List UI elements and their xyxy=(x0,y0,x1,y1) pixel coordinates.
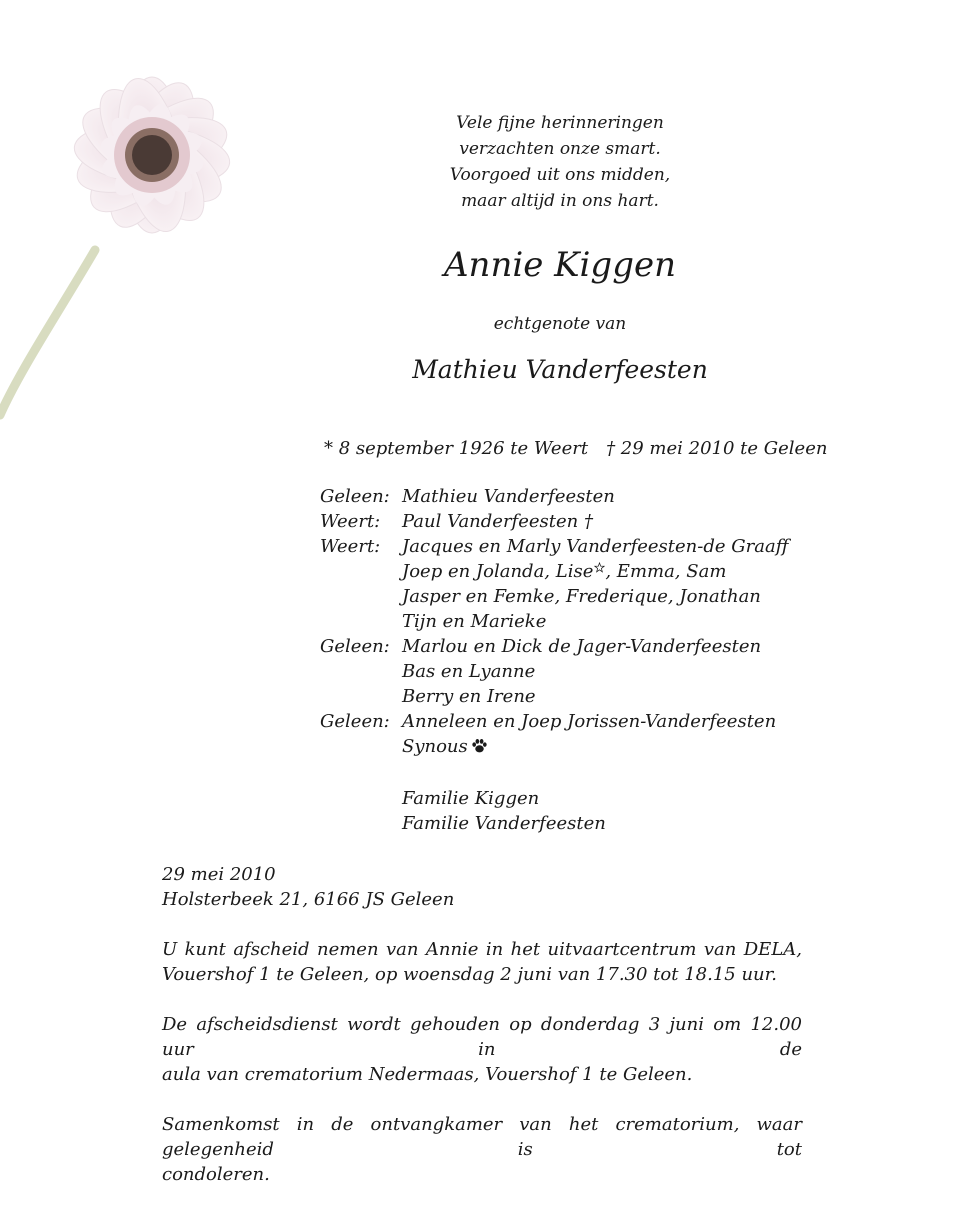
farewell-line: U kunt afscheid nemen van Annie in het uitvaartcentrum van DELA, xyxy=(162,939,802,960)
notice-date: 29 mei 2010 xyxy=(162,864,276,885)
poem xyxy=(400,110,720,214)
family-members xyxy=(402,559,800,584)
family-row xyxy=(320,634,800,659)
family-place: Geleen: xyxy=(320,711,390,732)
family-members-part: Synous xyxy=(402,736,468,757)
gathering-line: Samenkomst in de ontvangkamer van het crematorium, waar gelegenheid is tot xyxy=(162,1114,802,1160)
poem-line: Vele fijne herinneringen xyxy=(456,113,664,133)
family-members: Paul Vanderfeesten † xyxy=(402,511,593,532)
family-members: Bas en Lyanne xyxy=(402,661,536,682)
service-line: De afscheidsdienst wordt gehouden op donderdag 3 juni om 12.00 uur in de xyxy=(162,1014,802,1060)
service-line: aula van crematorium Nedermaas, Vouershof 1 te Geleen. xyxy=(162,1064,693,1085)
family-row xyxy=(320,709,800,734)
family-members: Marlou en Dick de Jager-Vanderfeesten xyxy=(402,636,762,657)
family-row xyxy=(320,609,800,634)
birth-date: * 8 september 1926 te Weert xyxy=(324,438,589,459)
poem-line: verzachten onze smart. xyxy=(459,139,661,159)
home-address: Holsterbeek 21, 6166 JS Geleen xyxy=(162,889,455,910)
family-members: Mathieu Vanderfeesten xyxy=(402,486,615,507)
family-place: Weert: xyxy=(320,511,381,532)
farewell-paragraph xyxy=(162,937,802,987)
gathering-line: condoleren. xyxy=(162,1164,270,1185)
family-row xyxy=(320,534,800,559)
family-place xyxy=(320,734,402,759)
star-icon xyxy=(594,562,605,573)
extended-families xyxy=(402,786,606,836)
family-members: Tijn en Marieke xyxy=(402,611,547,632)
address-block xyxy=(162,862,802,912)
family-members: Jacques en Marly Vanderfeesten-de Graaff xyxy=(402,536,789,557)
death-date: † 29 mei 2010 te Geleen xyxy=(606,438,828,459)
paw-print-icon xyxy=(471,738,488,754)
family-row xyxy=(320,659,800,684)
family-members xyxy=(402,734,800,759)
gerbera-flower-icon xyxy=(0,30,300,440)
service-paragraph xyxy=(162,1012,802,1087)
deceased-name: Annie Kiggen xyxy=(444,245,676,285)
spouse-name: Mathieu Vanderfeesten xyxy=(412,355,708,384)
family-place xyxy=(320,584,402,609)
family-row xyxy=(320,684,800,709)
family-row xyxy=(320,584,800,609)
family-place: Weert: xyxy=(320,536,381,557)
family-members: Berry en Irene xyxy=(402,686,536,707)
family-place xyxy=(320,559,402,584)
family-members-part: , Emma, Sam xyxy=(605,561,727,582)
family-place xyxy=(320,609,402,634)
family-row xyxy=(320,484,800,509)
gathering-paragraph xyxy=(162,1112,802,1187)
family-row xyxy=(320,559,800,584)
family-place xyxy=(320,659,402,684)
family-place xyxy=(320,684,402,709)
family-place: Geleen: xyxy=(320,636,390,657)
family-members-part: Joep en Jolanda, Lise xyxy=(402,561,594,582)
relation-label: echtgenote van xyxy=(493,314,627,334)
family-place: Geleen: xyxy=(320,486,390,507)
family-row xyxy=(320,734,800,759)
family-row xyxy=(320,509,800,534)
family-name: Familie Vanderfeesten xyxy=(402,813,606,834)
family-members: Jasper en Femke, Frederique, Jonathan xyxy=(402,586,761,607)
poem-line: maar altijd in ons hart. xyxy=(461,191,659,211)
notice-details xyxy=(162,862,802,1212)
poem-line: Voorgoed uit ons midden, xyxy=(449,165,671,185)
life-dates xyxy=(324,435,828,463)
family-name: Familie Kiggen xyxy=(402,788,540,809)
family-list xyxy=(320,484,800,759)
family-members: Anneleen en Joep Jorissen-Vanderfeesten xyxy=(402,711,777,732)
farewell-line: Vouershof 1 te Geleen, op woensdag 2 juni van 17.30 tot 18.15 uur. xyxy=(162,964,777,985)
